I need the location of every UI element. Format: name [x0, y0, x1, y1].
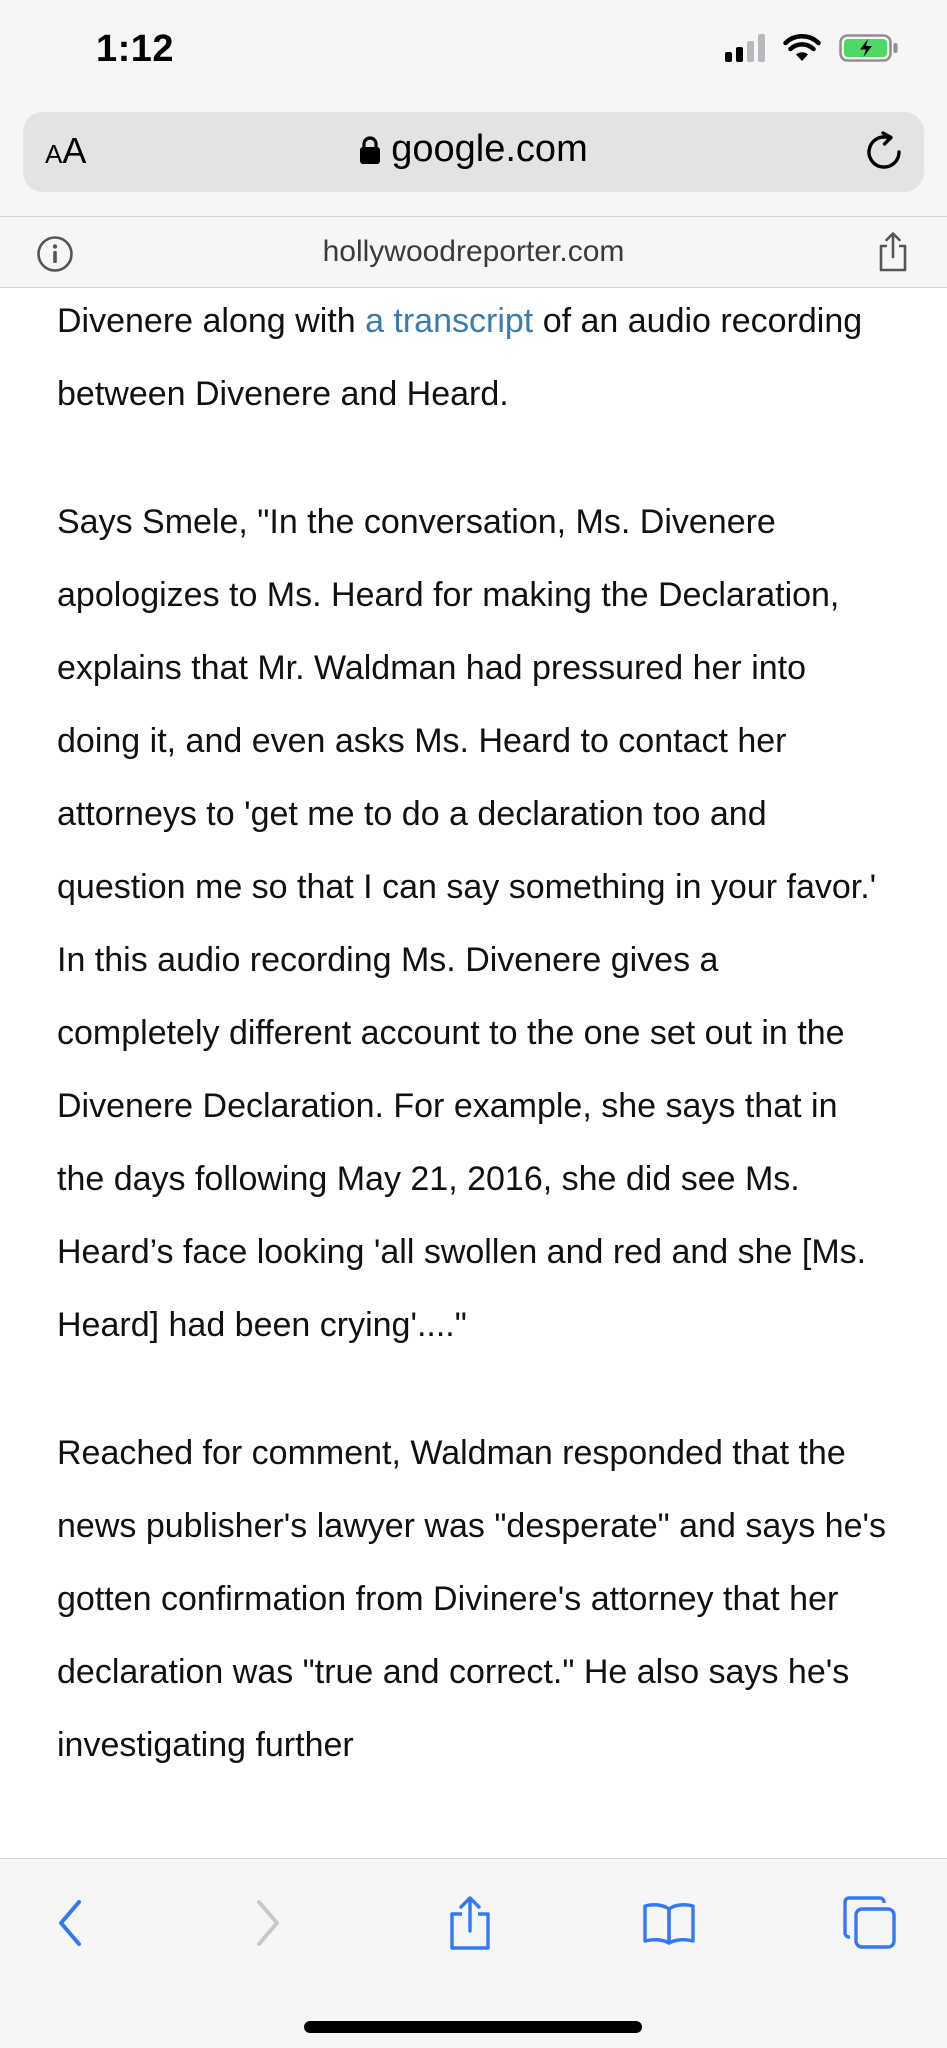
bottom-toolbar	[0, 1858, 947, 2048]
article-paragraph: Reached for comment, Waldman responded that the news publisher's lawyer was "desperate" and says he's gotten confirmation from Divinere's attorney that her declaration was "true and correct." He also says he's investigating further	[57, 1434, 886, 1764]
status-bar	[0, 0, 947, 100]
share-icon	[448, 1895, 492, 1951]
transcript-link[interactable]: a transcript	[365, 302, 534, 340]
wifi-icon	[783, 34, 821, 62]
cellular-signal-icon	[725, 34, 765, 62]
paragraph-text: of an audio recording between Divenere and Heard.	[57, 302, 863, 413]
site-info-bar	[0, 216, 947, 288]
status-icons	[725, 34, 899, 62]
site-domain: hollywoodreporter.com	[322, 235, 625, 268]
battery-charging-icon	[839, 34, 899, 62]
aa-small-letter: A	[45, 139, 63, 169]
chevron-left-icon	[53, 1898, 87, 1948]
article-paragraph: Says Smele, "In the conversation, Ms. Divenere apologizes to Ms. Heard for making the Declaration, explains that Mr. Waldman had pressured her into doing it, and even asks Ms. Heard to contact her attorneys to 'get me to do a declaration too and question me so that I can say something in your favor.' In this audio recording Ms. Divenere gives a completely different account to the one set out in the Divenere Declaration. For example, she says that in the days following May 21, 2016, she did see Ms. Heard’s face looking 'all swollen and red and she [Ms. Heard] had been crying'...."	[57, 503, 877, 1344]
book-icon	[642, 1901, 696, 1945]
url-text: google.com	[391, 128, 588, 170]
home-indicator[interactable]	[304, 2021, 642, 2033]
paragraph-text: Divenere along with	[57, 302, 366, 340]
forward-button[interactable]	[236, 1891, 300, 1955]
lock-icon	[359, 135, 381, 165]
article-body	[57, 288, 887, 1858]
url-display[interactable]	[23, 128, 924, 171]
share-icon[interactable]	[877, 231, 909, 273]
tabs-icon	[842, 1895, 898, 1951]
address-area	[0, 100, 947, 216]
status-time: 1:12	[96, 28, 175, 70]
share-button[interactable]	[438, 1891, 502, 1955]
bookmarks-button[interactable]	[637, 1891, 701, 1955]
back-button[interactable]	[38, 1891, 102, 1955]
aa-big-letter: A	[62, 130, 87, 171]
reload-icon[interactable]	[862, 130, 906, 174]
chevron-right-icon	[251, 1898, 285, 1948]
address-bar[interactable]	[23, 112, 924, 192]
tabs-button[interactable]	[838, 1891, 902, 1955]
article-paragraph	[57, 288, 887, 431]
